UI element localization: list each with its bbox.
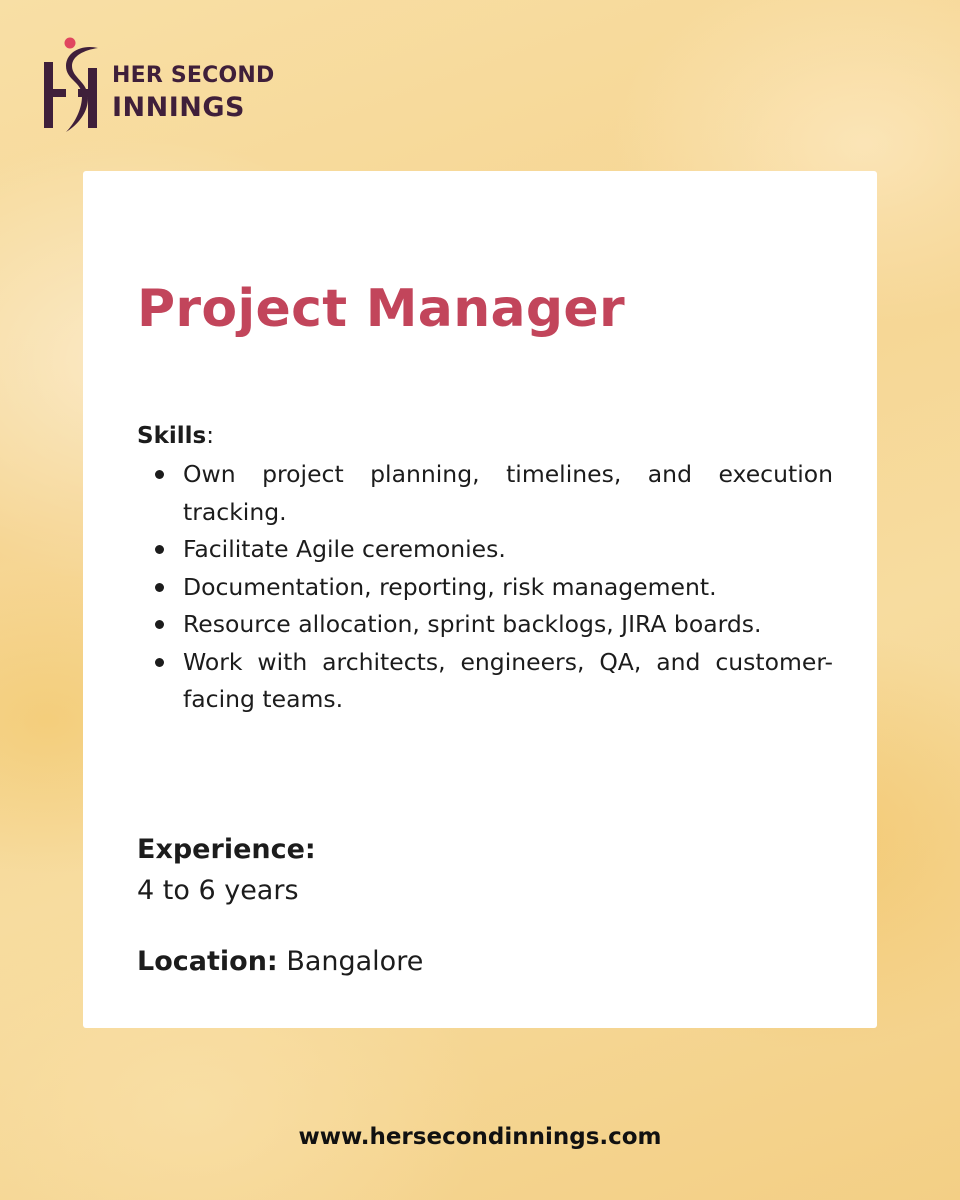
skill-item	[137, 569, 833, 607]
skills-list	[137, 456, 833, 719]
skill-text: Own project planning, timelines, and execution tracking.	[183, 460, 833, 526]
skills-heading	[137, 419, 833, 453]
brand-name	[112, 60, 274, 124]
skill-text: Work with architects, engineers, QA, and customer-facing teams.	[183, 647, 833, 713]
bullet-icon	[155, 583, 164, 592]
skills-label: Skills	[137, 423, 207, 449]
location-label: Location:	[137, 946, 278, 977]
bullet-icon	[155, 545, 164, 554]
brand-name-line2: INNINGS	[112, 92, 245, 123]
hsi-monogram-icon	[42, 34, 106, 138]
skill-text: Facilitate Agile ceremonies.	[183, 535, 506, 563]
experience-label: Experience:	[137, 834, 316, 865]
skill-item	[137, 531, 833, 569]
website-link[interactable]: www.hersecondinnings.com	[298, 1124, 662, 1150]
brand-logo	[42, 34, 302, 138]
skill-text: Resource allocation, sprint backlogs, JIRA boards.	[183, 610, 762, 638]
skills-colon: :	[206, 423, 214, 449]
experience-value: 4 to 6 years	[137, 875, 299, 906]
bullet-icon	[155, 470, 164, 479]
skill-item	[137, 456, 833, 531]
job-card	[83, 171, 877, 1028]
skill-item	[137, 606, 833, 644]
location-line	[137, 946, 423, 977]
skill-item	[137, 644, 833, 719]
bullet-icon	[155, 658, 164, 667]
job-title: Project Manager	[137, 279, 625, 339]
skill-text: Documentation, reporting, risk management.	[183, 572, 717, 601]
bullet-icon	[155, 620, 164, 629]
location-value: Bangalore	[286, 946, 424, 977]
skills-section	[137, 419, 833, 719]
brand-name-line1: HER SECOND	[112, 63, 275, 88]
